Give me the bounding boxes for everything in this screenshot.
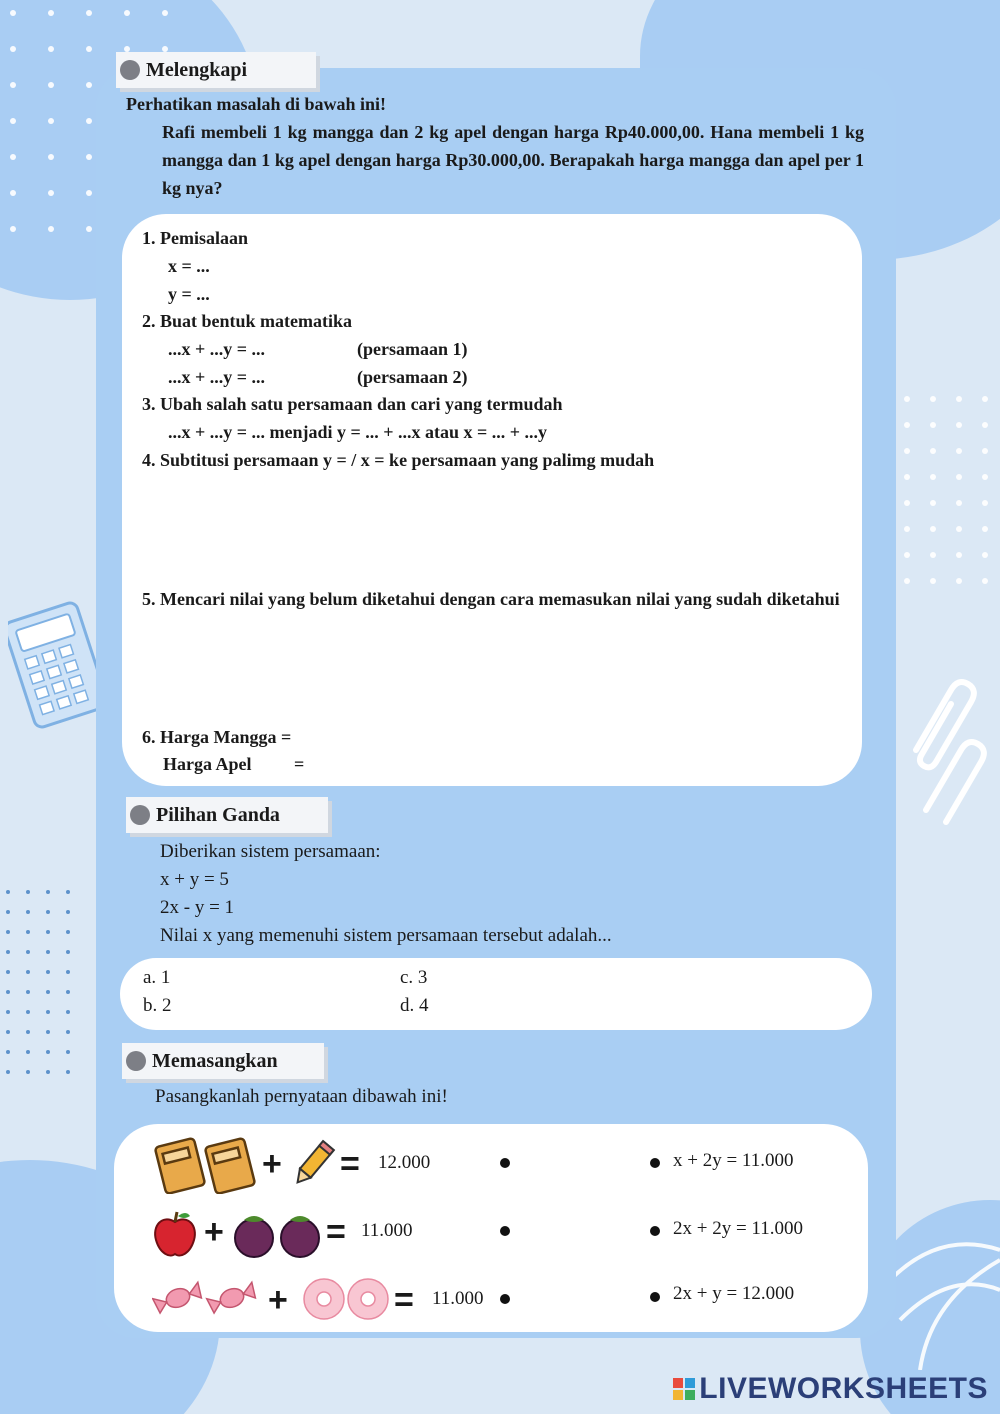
matching-left-value-2: 11.000 <box>361 1220 413 1241</box>
matching-right-dot-1[interactable] <box>650 1158 660 1168</box>
step-4: 4. Subtitusi persamaan y = / x = ke persamaan yang palimg mudah <box>142 450 655 470</box>
mc-intro: Diberikan sistem persamaan: <box>160 841 381 862</box>
step-6-mangga: 6. Harga Mangga = <box>142 727 292 747</box>
step-2-eq2-note: (persamaan 2) <box>357 367 468 387</box>
donut-icon <box>302 1276 390 1322</box>
step-2-eq1-note: (persamaan 1) <box>357 339 468 359</box>
matching-right-statement-2: 2x + 2y = 11.000 <box>673 1218 803 1239</box>
plus-sign: + <box>268 1281 288 1319</box>
mc-question: Nilai x yang memenuhi sistem persamaan tersebut adalah... <box>160 925 612 946</box>
matching-right-dot-2[interactable] <box>650 1226 660 1236</box>
section-title: Pilihan Ganda <box>156 803 280 826</box>
mc-options-card <box>120 958 872 1030</box>
matching-right-dot-3[interactable] <box>650 1292 660 1302</box>
equals-sign: = <box>340 1145 360 1183</box>
step-3: 3. Ubah salah satu persamaan dan cari yang termudah <box>142 394 563 414</box>
bg-dots-right <box>904 396 988 584</box>
step-6-apel-equals: = <box>294 754 305 774</box>
section-title: Melengkapi <box>146 58 248 81</box>
bullet-icon <box>120 60 140 80</box>
problem-text: Rafi membeli 1 kg mangga dan 2 kg apel dengan harga Rp40.000,00. Hana membeli 1 kg mangga dan 1 kg apel dengan harga Rp30.000,00. Berapakah harga mangga dan apel per 1 kg nya? <box>162 122 864 198</box>
plus-sign: + <box>204 1213 224 1251</box>
matching-left-value-1: 12.000 <box>378 1152 431 1173</box>
instruction-text: Perhatikan masalah di bawah ini! <box>126 94 387 114</box>
mangosteen-icon <box>232 1208 324 1258</box>
paperclip-icon <box>896 670 996 830</box>
bullet-icon <box>130 805 150 825</box>
equals-sign: = <box>394 1281 414 1319</box>
step-6-apel-label: Harga Apel <box>163 754 252 774</box>
matching-intro: Pasangkanlah pernyataan dibawah ini! <box>155 1086 448 1107</box>
pencil-icon <box>288 1138 338 1190</box>
step-1: 1. Pemisalaan <box>142 228 248 248</box>
step-2: 2. Buat bentuk matematika <box>142 311 353 331</box>
section-header-memasangkan <box>122 1043 324 1079</box>
matching-left-value-3: 11.000 <box>432 1288 484 1309</box>
section-title: Memasangkan <box>152 1049 278 1072</box>
liveworksheets-logo <box>673 1372 988 1406</box>
bg-dots-left <box>6 890 70 1074</box>
step-1-x: x = ... <box>168 256 210 276</box>
option-c[interactable]: c. 3 <box>400 967 428 988</box>
matching-left-dot-1[interactable] <box>500 1158 510 1168</box>
step-2-eq1: ...x + ...y = ... <box>168 339 266 359</box>
matching-right-statement-3: 2x + y = 12.000 <box>673 1283 795 1304</box>
bullet-icon <box>126 1051 146 1071</box>
apple-icon <box>152 1210 198 1258</box>
equals-sign: = <box>326 1213 346 1251</box>
liveworksheets-logo-icon <box>673 1378 695 1400</box>
section-header-melengkapi <box>116 52 316 88</box>
option-b[interactable]: b. 2 <box>143 995 172 1016</box>
option-d[interactable]: d. 4 <box>400 995 429 1016</box>
bg-globe-lines <box>880 1220 1000 1370</box>
answer-card <box>122 214 862 786</box>
plus-sign: + <box>262 1145 282 1183</box>
calculator-icon <box>8 600 104 730</box>
candy-icon <box>152 1276 260 1320</box>
matching-left-dot-2[interactable] <box>500 1226 510 1236</box>
brand-text: LIVEWORKSHEETS <box>699 1372 988 1405</box>
step-2-eq2: ...x + ...y = ... <box>168 367 266 387</box>
mc-equation-1: x + y = 5 <box>160 869 229 890</box>
matching-right-statement-1: x + 2y = 11.000 <box>673 1150 794 1171</box>
option-a[interactable]: a. 1 <box>143 967 171 988</box>
mc-equation-2: 2x - y = 1 <box>160 897 235 918</box>
step-1-y: y = ... <box>168 284 210 304</box>
book-icon <box>152 1136 262 1194</box>
section-header-pilihan-ganda <box>126 797 328 833</box>
step-3-detail: ...x + ...y = ... menjadi y = ... + ...x atau x = ... + ...y <box>168 422 548 442</box>
matching-left-dot-3[interactable] <box>500 1294 510 1304</box>
step-5: 5. Mencari nilai yang belum diketahui dengan cara memasukan nilai yang sudah diketahui <box>142 589 840 609</box>
